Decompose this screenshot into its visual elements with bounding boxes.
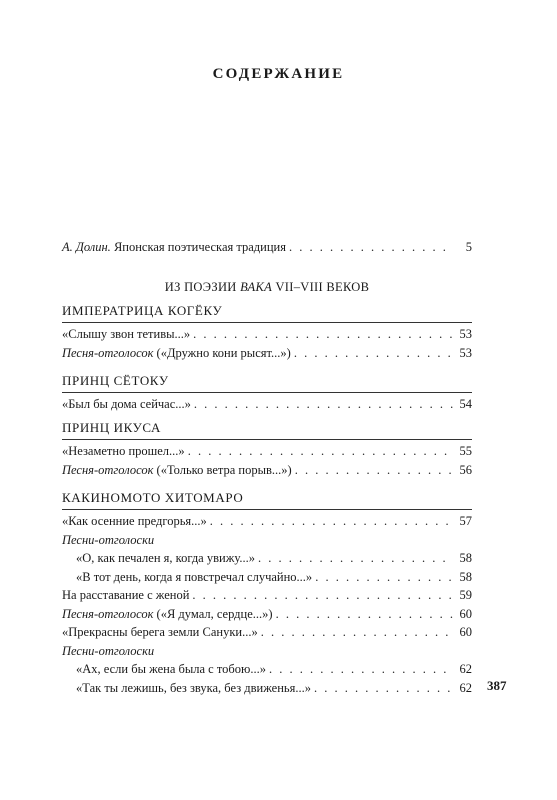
entry-title: («Только ветра порыв...») xyxy=(153,462,292,477)
entry-title: «Прекрасны берега земли Сануки...» xyxy=(62,625,258,639)
page-number: 53 xyxy=(459,345,472,360)
author-heading: ПРИНЦ ИКУСА xyxy=(62,420,162,435)
toc-entry[interactable] xyxy=(62,327,472,345)
entry-text xyxy=(76,551,255,566)
page-number: 5 xyxy=(465,240,472,254)
entry-label: Песня-отголосок xyxy=(62,462,154,477)
dot-leader xyxy=(193,327,453,342)
page-number: 58 xyxy=(459,551,472,565)
dot-leader xyxy=(315,570,453,585)
dot-leader xyxy=(188,444,453,459)
dot-leader xyxy=(258,551,453,566)
entry-title: «Слышу звон тетивы...» xyxy=(62,327,191,341)
dot-leader xyxy=(289,240,453,255)
toc-entry[interactable] xyxy=(62,514,472,532)
entry-text xyxy=(62,397,191,412)
entry-title: «Так ты лежишь, без звука, без движенья...» xyxy=(76,680,311,695)
author-heading: КАКИНОМОТО ХИТОМАРО xyxy=(62,490,244,505)
entry-text xyxy=(76,662,266,677)
page-number: 56 xyxy=(459,462,472,477)
author-heading: ИМПЕРАТРИЦА КОГЁКУ xyxy=(62,303,223,318)
author-rule xyxy=(62,392,472,393)
toc-entry[interactable] xyxy=(62,444,472,462)
toc-entry[interactable] xyxy=(62,570,472,588)
section-heading-term: ВАКА xyxy=(240,280,273,294)
entry-title: («Я думал, сердце...») xyxy=(153,606,273,621)
page-number: 53 xyxy=(459,327,472,341)
entry-title: На расставание с женой xyxy=(62,588,190,602)
toc-entry[interactable] xyxy=(62,397,472,415)
page-number: 59 xyxy=(459,588,472,602)
entry-text xyxy=(62,463,292,478)
dot-leader xyxy=(210,514,453,529)
author-heading: ПРИНЦ СЁТОКУ xyxy=(62,373,169,388)
entry-text xyxy=(62,327,190,342)
dot-leader xyxy=(295,463,453,478)
page-title: СОДЕРЖАНИЕ xyxy=(212,66,345,82)
toc-entry[interactable] xyxy=(62,607,472,625)
entry-text xyxy=(76,681,311,696)
page-number: 54 xyxy=(459,397,472,411)
section-heading-suffix: VII–VIII ВЕКОВ xyxy=(272,280,370,294)
author-rule xyxy=(62,439,472,440)
entry-text xyxy=(62,625,258,640)
toc-entry[interactable] xyxy=(62,551,472,569)
toc-entry[interactable] xyxy=(62,463,472,481)
subsection-heading: Песни-отголоски xyxy=(62,532,155,547)
page-number: 62 xyxy=(459,680,472,695)
entry-title: «Незаметно прошел...» xyxy=(62,444,185,458)
entry-text xyxy=(62,346,291,361)
dot-leader xyxy=(276,607,453,622)
dot-leader xyxy=(294,346,453,361)
toc-entry[interactable] xyxy=(62,346,472,364)
author-rule xyxy=(62,322,472,323)
toc-entry[interactable] xyxy=(62,662,472,680)
entry-title: «Как осенние предгорья...» xyxy=(62,514,207,528)
toc-entry[interactable] xyxy=(62,588,472,606)
dot-leader xyxy=(261,625,453,640)
entry-text xyxy=(62,607,273,622)
entry-label: Песня-отголосок xyxy=(62,606,154,621)
entry-text xyxy=(62,514,207,529)
page-number: 57 xyxy=(459,514,472,528)
entry-title: «Ах, если бы жена была с тобою...» xyxy=(76,662,266,676)
page-number: 60 xyxy=(459,606,472,621)
entry-title: «Был бы дома сейчас...» xyxy=(62,397,191,411)
section-heading-prefix: ИЗ ПОЭЗИИ xyxy=(164,280,241,294)
dot-leader xyxy=(194,397,453,412)
dot-leader xyxy=(269,662,453,677)
entry-text xyxy=(62,240,286,255)
entry-title: «О, как печален я, когда увижу...» xyxy=(76,551,255,565)
section-heading xyxy=(62,280,472,295)
dot-leader xyxy=(192,588,453,603)
page-number: 58 xyxy=(459,569,472,584)
toc-entry[interactable] xyxy=(62,625,472,643)
entry-author: А. Долин. xyxy=(62,240,111,254)
entry-text xyxy=(76,570,312,585)
entry-title: Японская поэтическая традиция xyxy=(110,240,286,254)
page-number: 62 xyxy=(459,662,472,676)
entry-title: «В тот день, когда я повстречал случайно...» xyxy=(76,569,313,584)
page-number: 55 xyxy=(459,444,472,458)
subsection-heading: Песни-отголоски xyxy=(62,643,155,658)
entry-text xyxy=(62,444,185,459)
toc-entry-intro[interactable] xyxy=(62,240,472,258)
toc-entry[interactable] xyxy=(62,681,472,699)
entry-text xyxy=(62,588,189,603)
entry-title: («Дружно кони рысят...») xyxy=(153,345,291,360)
page-folio: 387 xyxy=(487,678,507,693)
author-rule xyxy=(62,509,472,510)
entry-label: Песня-отголосок xyxy=(62,345,154,360)
page-number: 60 xyxy=(459,625,472,639)
dot-leader xyxy=(314,681,453,696)
